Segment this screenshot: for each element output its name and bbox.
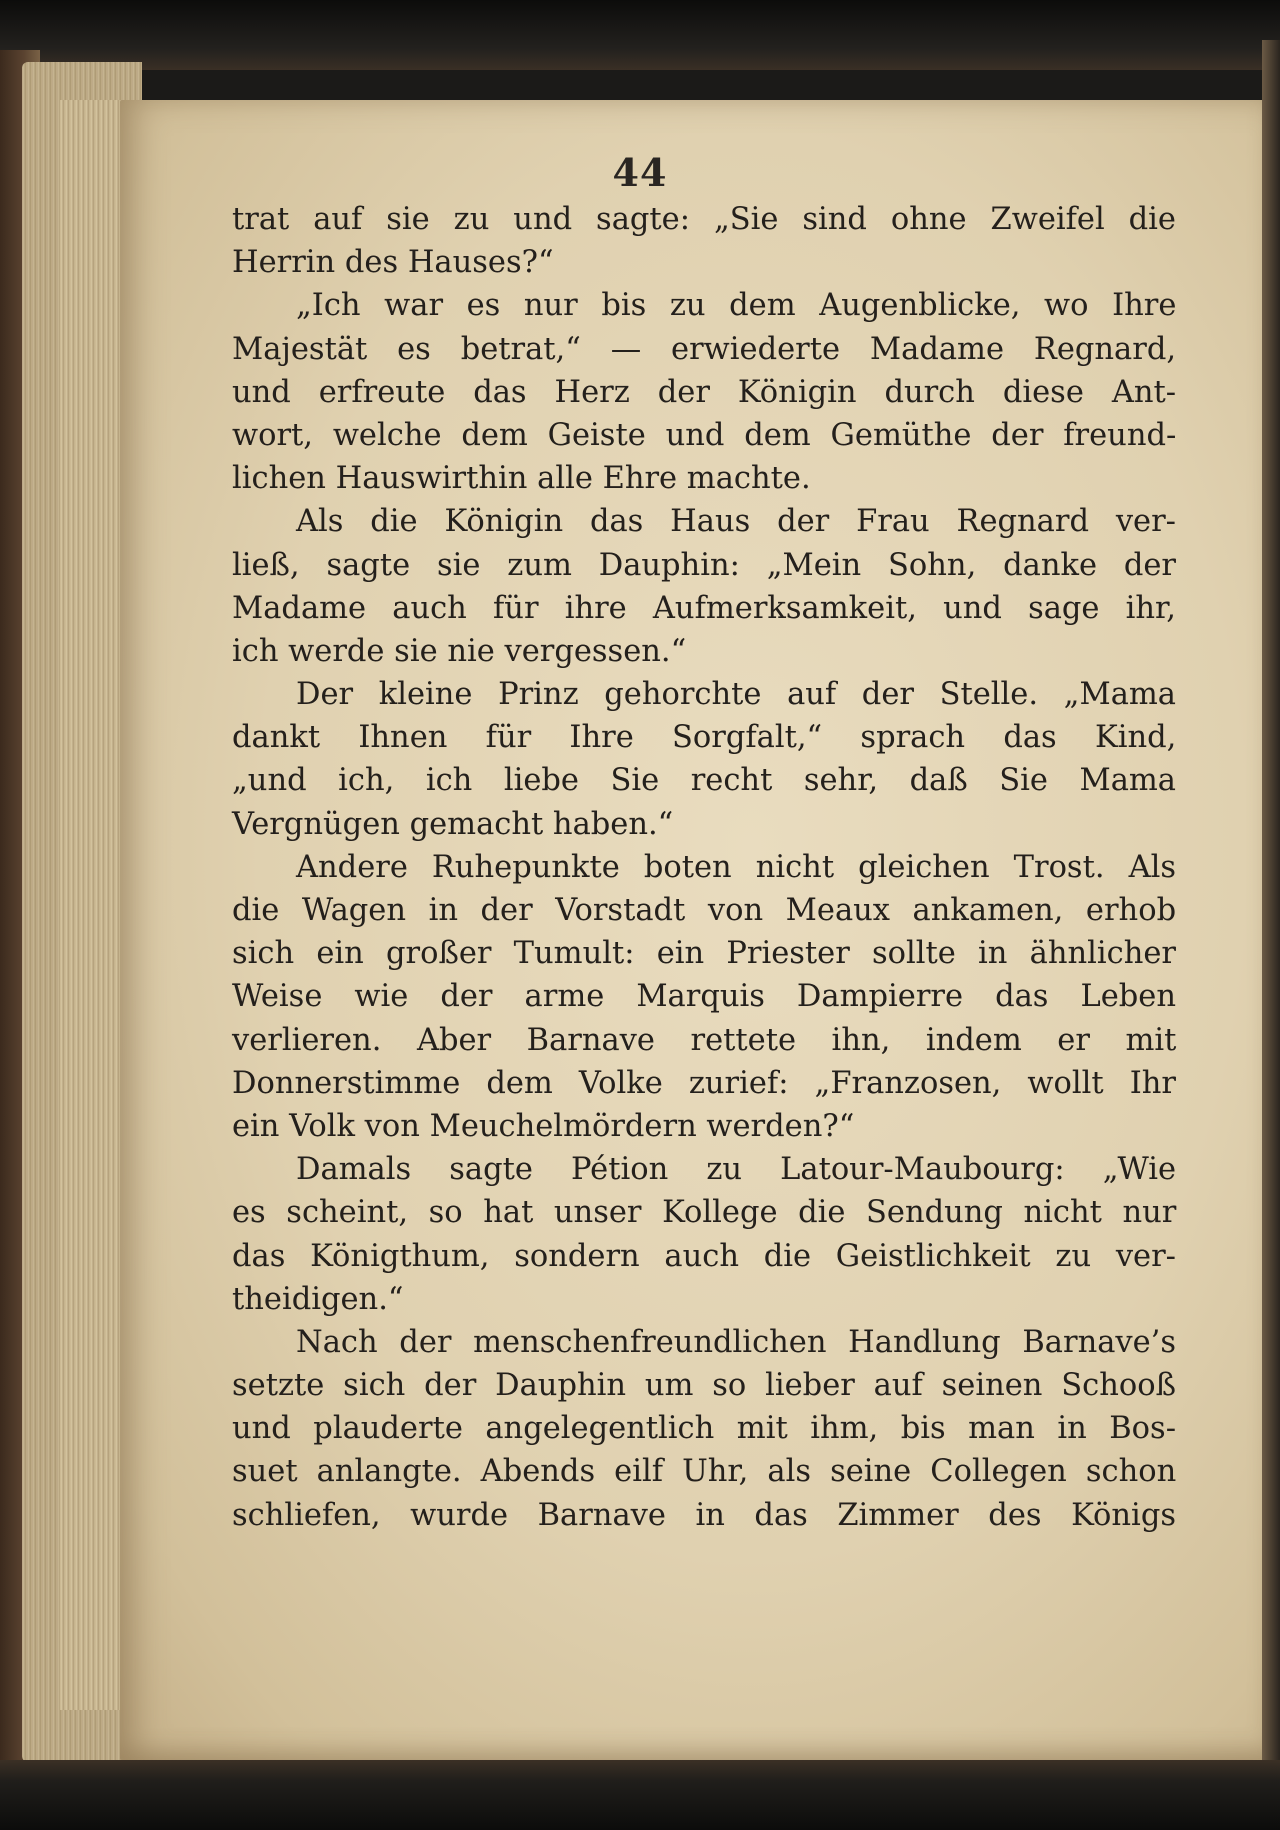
- text-line: und erfreute das Herz der Königin durch diese Ant-: [232, 374, 1177, 410]
- text-line: suet anlangte. Abends eilf Uhr, als seine Collegen schon: [232, 1454, 1177, 1490]
- text-line: Vergnügen gemacht haben.“: [232, 806, 674, 842]
- text-line: Nach der menschenfreundlichen Handlung Barnave’s: [296, 1324, 1177, 1360]
- text-line: es scheint, so hat unser Kollege die Sendung nicht nur: [232, 1195, 1177, 1231]
- text-line: Als die Königin das Haus der Frau Regnard ver-: [296, 504, 1176, 540]
- page-right-edge: [1262, 40, 1280, 1780]
- text-line: Der kleine Prinz gehorchte auf der Stelle. „Mama: [296, 677, 1176, 713]
- paragraph-1: [232, 198, 1176, 284]
- text-line: Majestät es betrat,“ — erwiederte Madame Regnard,: [232, 331, 1177, 367]
- text-line: Andere Ruhepunkte boten nicht gleichen Trost. Als: [296, 849, 1176, 885]
- text-line: ich werde sie nie vergessen.“: [232, 633, 687, 669]
- text-line: ein Volk von Meuchelmördern werden?“: [232, 1108, 855, 1144]
- scanner-bottom-background: [0, 1760, 1280, 1830]
- text-line: die Wagen in der Vorstadt von Meaux ankamen, erhob: [232, 893, 1177, 928]
- paragraph-5: [232, 846, 1176, 1148]
- page-number: 44: [612, 150, 668, 195]
- paragraph-6: [232, 1148, 1176, 1321]
- paragraph-3: [232, 500, 1176, 673]
- text-line: Weise wie der arme Marquis Dampierre das Leben: [232, 979, 1176, 1015]
- text-line: das Königthum, sondern auch die Geistlichkeit zu ver-: [232, 1238, 1176, 1274]
- text-line: verlieren. Aber Barnave rettete ihn, indem er mit: [232, 1022, 1177, 1058]
- text-line: und plauderte angelegentlich mit ihm, bis man in Bos-: [232, 1411, 1176, 1447]
- text-line: „Ich war es nur bis zu dem Augenblicke, wo Ihre: [296, 288, 1177, 324]
- text-line: Herrin des Hauses?“: [232, 245, 554, 281]
- paragraph-2: [232, 284, 1176, 500]
- text-line: wort, welche dem Geiste und dem Gemüthe der freund-: [232, 417, 1177, 453]
- text-line: ließ, sagte sie zum Dauphin: „Mein Sohn, danke der: [232, 547, 1176, 583]
- text-line: dankt Ihnen für Ihre Sorgfalt,“ sprach das Kind,: [232, 720, 1177, 756]
- text-line: theidigen.“: [232, 1281, 404, 1317]
- paragraph-7: [232, 1321, 1176, 1537]
- page-text: [232, 198, 1176, 1537]
- text-line: Damals sagte Pétion zu Latour-Maubourg: „Wie: [296, 1152, 1177, 1188]
- text-line: schliefen, wurde Barnave in das Zimmer des Königs: [232, 1497, 1176, 1533]
- text-line: trat auf sie zu und sagte: „Sie sind ohne Zweifel die: [232, 202, 1176, 237]
- text-line: Donnerstimme dem Volke zurief: „Franzosen, wollt Ihr: [232, 1065, 1176, 1101]
- text-line: setzte sich der Dauphin um so lieber auf seinen Schooß: [232, 1368, 1176, 1404]
- paragraph-4: [232, 673, 1176, 846]
- text-line: Madame auch für ihre Aufmerksamkeit, und sage ihr,: [232, 590, 1176, 626]
- text-line: sich ein großer Tumult: ein Priester sollte in ähnlicher: [232, 936, 1176, 972]
- text-line: „und ich, ich liebe Sie recht sehr, daß Sie Mama: [232, 763, 1176, 799]
- scanner-top-background: [0, 0, 1280, 70]
- text-line: lichen Hauswirthin alle Ehre machte.: [232, 461, 811, 497]
